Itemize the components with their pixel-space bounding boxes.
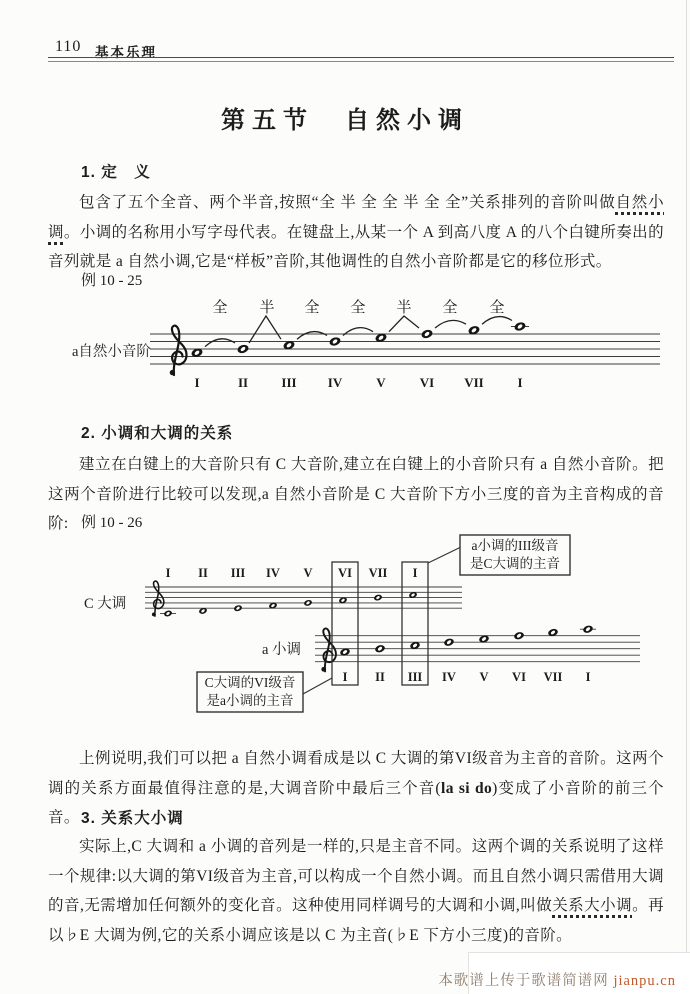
paragraph-text: 实际上,C 大调和 a 小调的音列是一样的,只是主音不同。这两个调的关系说明了这样一个规律:以大调的第VI级音为主音,可以构成一个自然小调。而且自然小调只需借用大调的音,无需增加任何额外的变化音。这种使用同样调号的大调和小调,叫做 [48, 838, 664, 914]
amin-staff-label: a 小调 [262, 642, 302, 658]
whole-note [420, 329, 433, 340]
ex25-notation [70, 294, 670, 398]
whole-note [163, 610, 172, 618]
interval-label: 全 [304, 300, 320, 316]
interval-marks [205, 316, 512, 347]
cmaj-staff-label: C 大调 [84, 596, 127, 612]
degree-numeral: IV [327, 375, 343, 390]
paragraph-text: 上例说明,我们可以把 a 自然小调看成是以 C 大调的第VI级音为主音的音阶。这两个调的关系方面最值得注意的是,大调音阶中最后三个音( [48, 750, 664, 797]
degree-numeral: II [198, 566, 208, 580]
figure-ex26 [70, 528, 670, 740]
degree-numeral: III [281, 375, 297, 390]
interval-label: 全 [350, 300, 366, 316]
highlight-box-vi-i [332, 562, 358, 685]
heading-definition: 1. 定 义 [81, 164, 151, 181]
whole-note [236, 344, 249, 355]
treble-clef-icon [170, 326, 187, 376]
paragraph-text: )变成了小音阶的前三个音。 [48, 779, 665, 826]
degree-numeral: I [194, 375, 200, 390]
degree-numeral: II [375, 670, 385, 684]
whole-note [513, 321, 526, 332]
whole-note [373, 594, 382, 602]
heading-relative-keys: 3. 关系大小调 [81, 810, 184, 827]
callout-bottom-line2: 是a小调的主音 [206, 693, 294, 708]
interval-label: 全 [442, 300, 458, 316]
header-rule-bottom [48, 61, 674, 62]
degree-numeral: VI [338, 566, 352, 580]
example-label-10-26: 例 10 - 26 [81, 515, 143, 531]
paragraph-definition [48, 188, 664, 277]
degree-numeral: I [342, 670, 348, 684]
interval-label: 半 [259, 300, 275, 316]
jianpu-link[interactable]: jianpu.cn [613, 973, 676, 989]
paragraph-text: 。小调的名称用小写字母代表。在键盘上,从某一个 A 到高八度 A 的八个白键所奏出的音列就是 a 自然小调,它是“样板”音阶,其他调性的自然小音阶都是它的移位形式。 [48, 223, 664, 270]
whole-note [303, 599, 312, 607]
degree-numeral: I [165, 566, 171, 580]
watermark-text: 本歌谱上传于歌谱简谱网 [438, 973, 614, 989]
degree-numeral: IV [442, 670, 456, 684]
degree-numeral: III [230, 566, 246, 580]
whole-note [233, 604, 242, 612]
degree-numeral: VII [543, 670, 563, 684]
degree-numeral: I [412, 566, 418, 580]
degree-numeral: I [585, 670, 591, 684]
treble-clef-icon [152, 581, 164, 616]
staff-label: a自然小音阶 [72, 344, 151, 360]
amin-staff-lines [315, 636, 640, 662]
degree-numeral: VI [512, 670, 526, 684]
degree-numeral: V [303, 566, 313, 580]
paragraph-relation: 建立在白键上的大音阶只有 C 大音阶,建立在白键上的小音阶只有 a 自然小音阶。把这两个音阶进行比较可以发现,a 自然小音阶是 C 大音阶下方小三度的音为主音构成的音阶: [48, 456, 664, 532]
cmaj-staff-lines [145, 587, 462, 608]
whole-note [374, 644, 385, 654]
whole-note [582, 624, 593, 634]
emphasized-term: 关系大小调 [552, 897, 633, 914]
paragraph-text: 包含了五个全音、两个半音,按照“全 半 全 全 半 全 全”关系排列的音阶叫做 [79, 194, 616, 211]
callout-top-line2: 是C大调的主音 [469, 556, 561, 571]
degree-numeral: V [376, 375, 386, 390]
section-title: 第五节 自然小调 [221, 108, 469, 134]
callout-bottom-connector [303, 678, 332, 694]
whole-note [443, 637, 454, 647]
treble-clef-icon [321, 628, 336, 671]
degree-numeral: V [479, 670, 489, 684]
callout-top-connector [428, 547, 461, 563]
degree-numeral: IV [266, 566, 280, 580]
whole-note [328, 336, 341, 347]
degree-numeral: VII [368, 566, 388, 580]
degree-numeral: I [517, 375, 523, 390]
interval-label: 全 [489, 300, 505, 316]
callout-bottom-line1: C大调的VI级音 [204, 675, 296, 690]
interval-label: 半 [396, 300, 412, 316]
staff-lines [150, 334, 660, 364]
watermark-footer [438, 969, 676, 990]
page-number: 110 [55, 38, 82, 55]
figure-ex25 [70, 294, 670, 398]
example-label-10-25: 例 10 - 25 [81, 273, 143, 289]
degree-numeral: VII [464, 375, 484, 390]
ex26-notation [70, 528, 670, 740]
emphasized-term: 自然小调 [48, 194, 664, 241]
interval-label: 全 [212, 300, 228, 316]
degree-numeral: III [407, 670, 423, 684]
running-title: 基本乐理 [95, 45, 157, 60]
solfege-bold: la si do [441, 779, 493, 797]
header-rule-top [48, 57, 674, 58]
paragraph-relative-keys [48, 832, 664, 950]
degree-numeral: VI [419, 375, 435, 390]
paragraph-text: 。再以♭E 大调为例,它的关系小调应该是以 C 为主音(♭E 下方小三度)的音阶。 [48, 897, 664, 944]
heading-relation: 2. 小调和大调的关系 [81, 425, 234, 442]
callout-top-line1: a小调的III级音 [471, 538, 559, 553]
whole-note [513, 631, 524, 641]
page-edge-line [686, 0, 687, 994]
highlight-box-i-iii [402, 562, 428, 685]
degree-numeral: II [237, 375, 249, 390]
